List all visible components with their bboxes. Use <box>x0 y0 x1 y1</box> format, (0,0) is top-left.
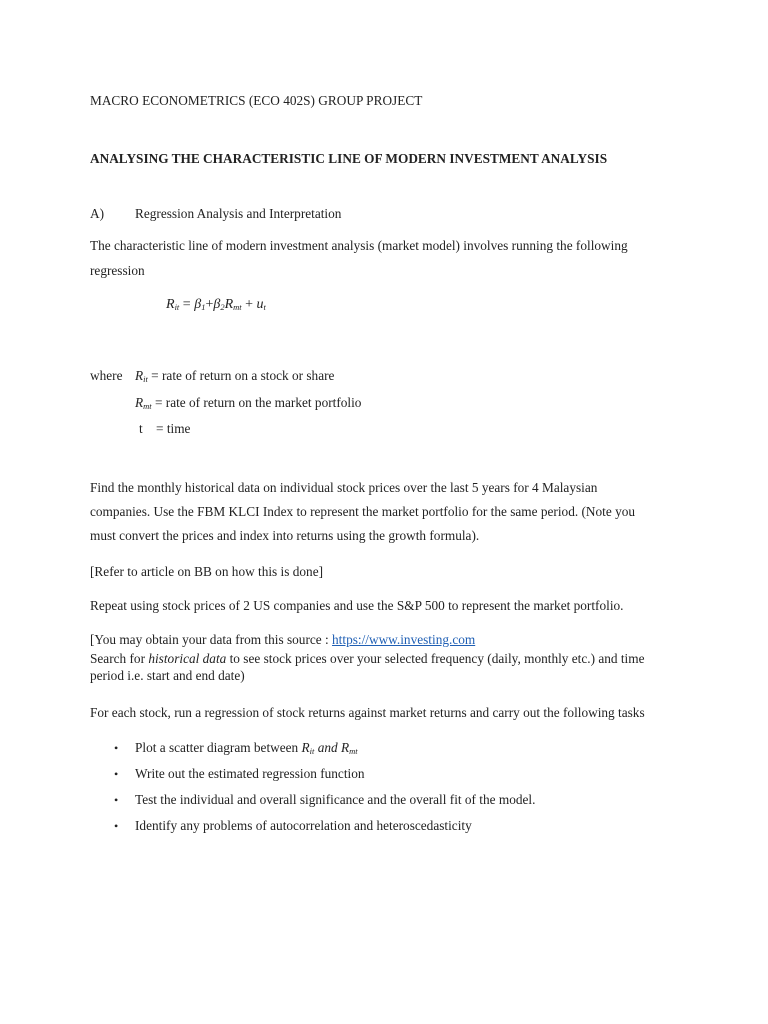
eq-beta1: β <box>194 297 202 312</box>
bullet1-prefix: Plot a scatter diagram between <box>135 740 302 755</box>
eq-plus2: + <box>241 297 257 312</box>
eq-rm-sub: mt <box>233 302 242 312</box>
definition-t-text: = time <box>156 421 191 436</box>
def2-text: = rate of return on the market portfolio <box>151 395 362 410</box>
eq-plus1: + <box>205 297 214 312</box>
bullet-item-2: Write out the estimated regression function <box>135 766 365 781</box>
search-prefix: Search for <box>90 651 149 666</box>
definition-rmt <box>135 395 361 411</box>
search-suffix: to see stock prices over your selected frequency (daily, monthly etc.) and time <box>226 651 645 666</box>
refer-note: [Refer to article on BB on how this is done] <box>90 564 324 579</box>
definition-rit <box>135 368 334 384</box>
course-title: MACRO ECONOMETRICS (ECO 402S) GROUP PROJECT <box>90 93 423 108</box>
para1-line-2: companies. Use the FBM KLCI Index to represent the market portfolio for the same period. (Note you <box>90 504 636 519</box>
para1-line-1: Find the monthly historical data on individual stock prices over the last 5 years for 4 Malaysian <box>90 480 598 495</box>
bullet1-and: and <box>314 740 341 755</box>
bullet-dot-3: • <box>114 793 119 807</box>
bullet-item-3: Test the individual and overall significance and the overall fit of the model. <box>135 792 536 807</box>
intro-line-1: The characteristic line of modern investment analysis (market model) involves running the following <box>90 238 628 253</box>
eq-u-sub: t <box>263 302 266 312</box>
intro-line-2: regression <box>90 263 145 278</box>
regression-equation <box>166 297 266 313</box>
definition-t-symbol: t <box>139 421 143 436</box>
section-letter: A) <box>90 206 105 221</box>
investing-link[interactable]: https://www.investing.com <box>332 632 476 647</box>
def2-sub: mt <box>143 401 152 411</box>
eq-equals: = <box>179 297 195 312</box>
para1-line-3: must convert the prices and index into returns using the growth formula). <box>90 528 480 543</box>
repeat-line: Repeat using stock prices of 2 US companies and use the S&P 500 to represent the market portfolio. <box>90 598 624 613</box>
where-label: where <box>90 368 123 383</box>
bullet-dot-2: • <box>114 767 119 781</box>
bullet-dot-1: • <box>114 741 119 755</box>
search-line-2: period i.e. start and end date) <box>90 668 245 683</box>
search-italic: historical data <box>148 651 227 666</box>
eq-rm: R <box>224 297 234 312</box>
bullet1-r1: R <box>301 740 310 755</box>
source-line <box>90 632 475 648</box>
main-heading: ANALYSING THE CHARACTERISTIC LINE OF MODERN INVESTMENT ANALYSIS <box>90 151 608 166</box>
eq-beta2-sub: 2 <box>220 302 225 312</box>
def1-symbol: R <box>135 368 144 383</box>
for-each-line: For each stock, run a regression of stock returns against market returns and carry out the following tasks <box>90 705 645 720</box>
source-prefix: [You may obtain your data from this source : <box>90 632 333 647</box>
eq-beta2: β <box>213 297 221 312</box>
def1-sub: it <box>143 374 148 384</box>
section-title: Regression Analysis and Interpretation <box>135 206 342 221</box>
bullet1-r2-sub: mt <box>349 746 358 756</box>
bullet1-r2: R <box>340 740 350 755</box>
eq-lhs: R <box>166 297 175 312</box>
def2-symbol: R <box>135 395 144 410</box>
bullet-item-1 <box>135 740 358 756</box>
bullet-dot-4: • <box>114 819 119 833</box>
def1-text: = rate of return on a stock or share <box>147 368 335 383</box>
eq-u: u <box>256 297 264 312</box>
bullet-item-4: Identify any problems of autocorrelation and heteroscedasticity <box>135 818 472 833</box>
bullet1-r1-sub: it <box>309 746 315 756</box>
eq-beta1-sub: 1 <box>201 302 206 312</box>
search-line-1 <box>90 651 645 667</box>
eq-lhs-sub: it <box>174 302 180 312</box>
